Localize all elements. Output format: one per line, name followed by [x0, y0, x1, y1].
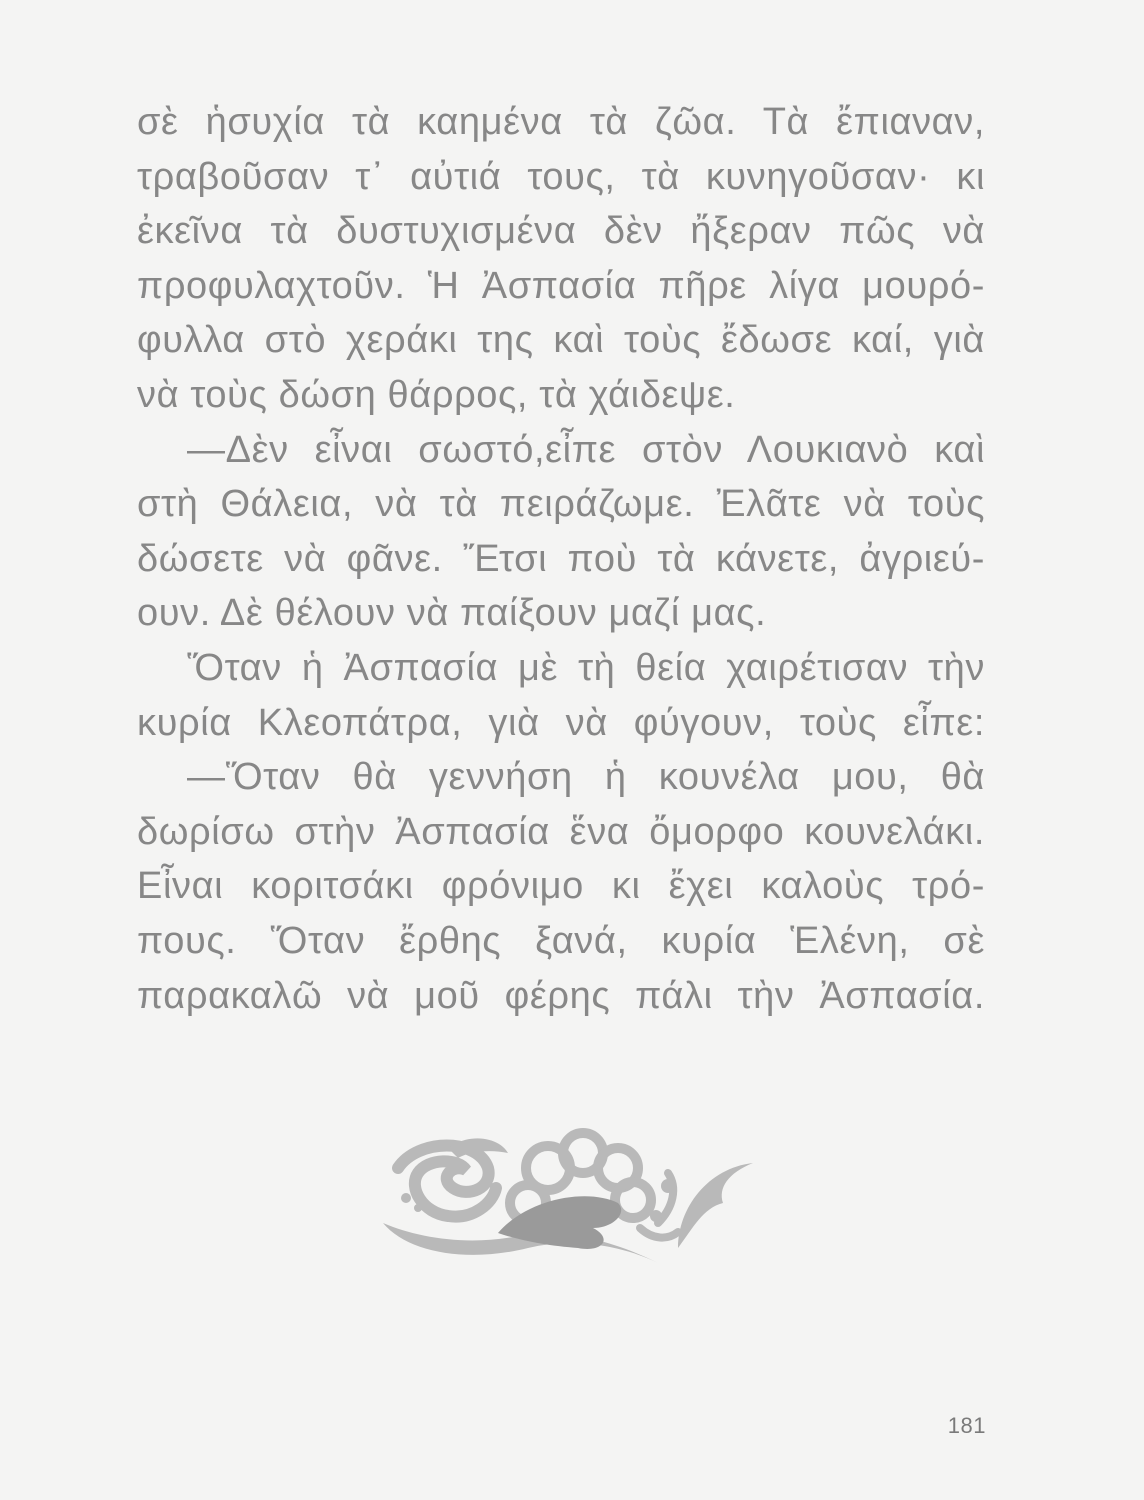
- text-line-12: κυρία Κλεοπάτρα, γιὰ νὰ φύγουν, τοὺς εἶπε:: [137, 701, 985, 744]
- floral-ornament-icon: [378, 1128, 763, 1276]
- text-line-11: Ὅταν ἡ Ἀσπασία μὲ τὴ θεία χαιρέτισαν τὴν: [187, 646, 985, 689]
- text-line-10: ουν. Δὲ θέλουν νὰ παίξουν μαζί μας.: [137, 592, 767, 635]
- text-line-1: σὲ ἡσυχία τὰ καημένα τὰ ζῶα. Τὰ ἔπιαναν,: [137, 101, 985, 143]
- body-text: [137, 95, 985, 1023]
- text-line-13: —Ὅταν θὰ γεννήση ἡ κουνέλα μου, θὰ: [187, 756, 985, 799]
- text-line-8: στὴ Θάλεια, νὰ τὰ πειράζωμε. Ἐλᾶτε νὰ τοὺς: [137, 483, 985, 526]
- text-line-9: δώσετε νὰ φᾶνε. Ἔτσι ποὺ τὰ κάνετε, ἀγριεύ-: [137, 537, 985, 580]
- text-line-2: τραβοῦσαν τ᾿ αὐτιά τους, τὰ κυνηγοῦσαν· κι: [137, 155, 985, 198]
- text-line-15: Εἶναι κοριτσάκι φρόνιμο κι ἔχει καλοὺς τρό-: [137, 865, 985, 908]
- text-line-17: παρακαλῶ νὰ μοῦ φέρης πάλι τὴν Ἀσπασία.: [137, 974, 985, 1017]
- text-line-16: πους. Ὅταν ἔρθης ξανά, κυρία Ἑλένη, σὲ: [137, 919, 985, 962]
- text-line-4: προφυλαχτοῦν. Ἡ Ἀσπασία πῆρε λίγα μουρό-: [137, 264, 985, 307]
- page-number: 181: [947, 1413, 986, 1438]
- text-line-7: —Δὲν εἶναι σωστό,εἶπε στὸν Λουκιανὸ καὶ: [187, 428, 985, 471]
- text-line-14: δωρίσω στὴν Ἀσπασία ἕνα ὄμορφο κουνελάκι.: [137, 810, 985, 853]
- text-line-3: ἐκεῖνα τὰ δυστυχισμένα δὲν ἤξεραν πῶς νὰ: [137, 210, 985, 253]
- text-line-6: νὰ τοὺς δώση θάρρος, τὰ χάιδεψε.: [137, 373, 736, 416]
- text-line-5: φυλλα στὸ χεράκι της καὶ τοὺς ἔδωσε καί, γιὰ: [137, 319, 985, 362]
